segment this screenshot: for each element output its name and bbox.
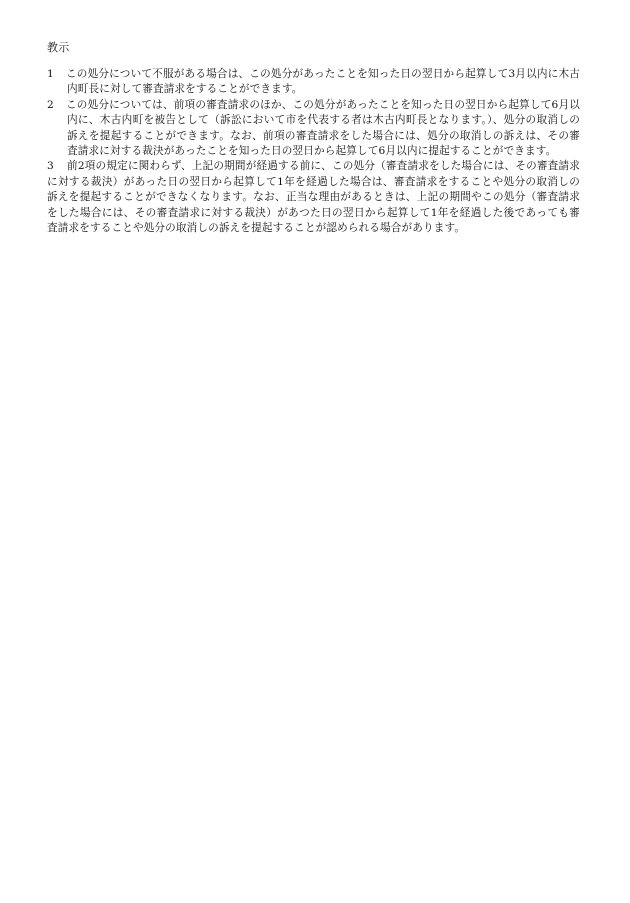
item-number: 2	[47, 98, 54, 111]
instruction-item-3	[47, 159, 580, 236]
item-text: 前2項の規定に関わらず、上記の期間が経過する前に、この処分（審査請求をした場合には、その審査請求に対する裁決）があった日の翌日から起算して1年を経過した場合は、審査請求をすることや処分の取消しの訴えを提起することができなくなります。なお、正当な理由があるときは、上記の期間やこの処分（審査請求をした場合には、その審査請求に対する裁決）があつた日の翌日から起算して1年を経過した後であっても審査請求をすることや処分の取消しの訴えを提起することが認められる場合があります。	[47, 160, 580, 235]
item-number: 3	[47, 160, 54, 173]
item-number: 1	[47, 68, 54, 80]
item-text: この処分については、前項の審査請求のほか、この処分があったことを知った日の翌日から起算して6月以内に、木古内町を被告として（訴訟において市を代表する者は木古内町長となります。）、処分の取消しの訴えを提起することができます。なお、前項の審査請求をした場合には、処分の取消しの訴えは、その審査請求に対する裁決があったことを知った日の翌日から起算して6月以内に提起することができます。	[66, 98, 580, 158]
instruction-list	[47, 67, 580, 236]
item-text: この処分について不服がある場合は、この処分があったことを知った日の翌日から起算して3月以内に木古内町長に対して審査請求をすることができます。	[66, 68, 580, 96]
instruction-item-1	[47, 67, 580, 98]
document-title: 教示	[47, 41, 70, 54]
instruction-item-2	[47, 98, 580, 160]
